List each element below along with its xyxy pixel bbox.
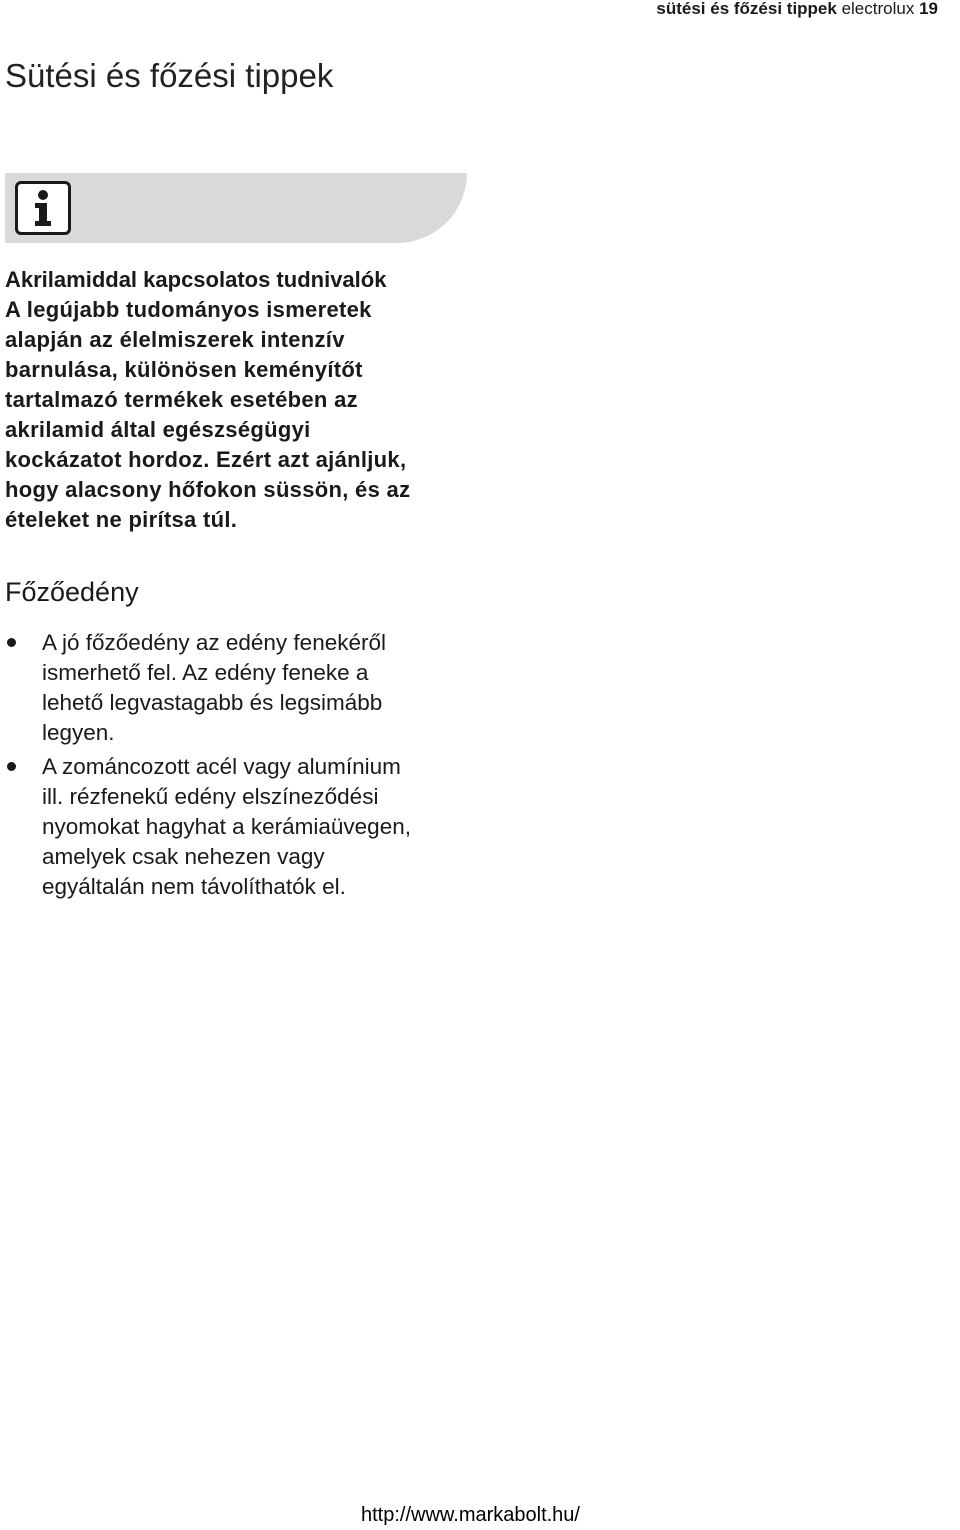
notice-line: akrilamid által egészségügyi	[5, 417, 311, 442]
info-icon	[15, 181, 71, 235]
info-banner	[5, 173, 467, 243]
list-item	[5, 628, 475, 748]
bullet-icon	[7, 638, 16, 647]
page-title: Sütési és főzési tippek	[5, 57, 334, 94]
notice-line: hogy alacsony hőfokon süssön, és az	[5, 477, 411, 502]
list-item-line: ill. rézfenekű edény elszíneződési	[42, 784, 379, 809]
list-item-line: A zománcozott acél vagy alumínium	[42, 754, 401, 779]
header-section-title: sütési és főzési tippek	[656, 0, 837, 18]
acrylamide-notice	[5, 265, 475, 535]
notice-line: alapján az élelmiszerek intenzív	[5, 327, 345, 352]
header-brand: electrolux	[841, 0, 915, 18]
list-item-line: A jó főzőedény az edény fenekéről	[42, 630, 386, 655]
notice-line: kockázatot hordoz. Ezért azt ajánljuk,	[5, 447, 407, 472]
list-item-line: nyomokat hagyhat a kerámiaüvegen,	[42, 814, 411, 839]
notice-line: A legújabb tudományos ismeretek	[5, 297, 372, 322]
header-page-number: 19	[919, 0, 938, 18]
running-header	[656, 0, 938, 19]
list-item	[5, 752, 475, 902]
cookware-section-title: Főzőedény	[5, 577, 139, 607]
notice-line: tartalmazó termékek esetében az	[5, 387, 358, 412]
bullet-icon	[7, 762, 16, 771]
notice-line: barnulása, különösen keményítőt	[5, 357, 363, 382]
list-item-line: ismerhető fel. Az edény feneke a	[42, 660, 369, 685]
list-item-line: amelyek csak nehezen vagy	[42, 844, 325, 869]
notice-line: ételeket ne pirítsa túl.	[5, 507, 238, 532]
cookware-list	[5, 628, 475, 906]
notice-heading: Akrilamiddal kapcsolatos tudnivalók	[5, 267, 387, 292]
list-item-line: lehető legvastagabb és legsimább	[42, 690, 383, 715]
list-item-line: legyen.	[42, 720, 115, 745]
list-item-line: egyáltalán nem távolíthatók el.	[42, 874, 346, 899]
footer-url-link[interactable]: http://www.markabolt.hu/	[361, 1504, 580, 1526]
notice-body	[5, 295, 475, 535]
